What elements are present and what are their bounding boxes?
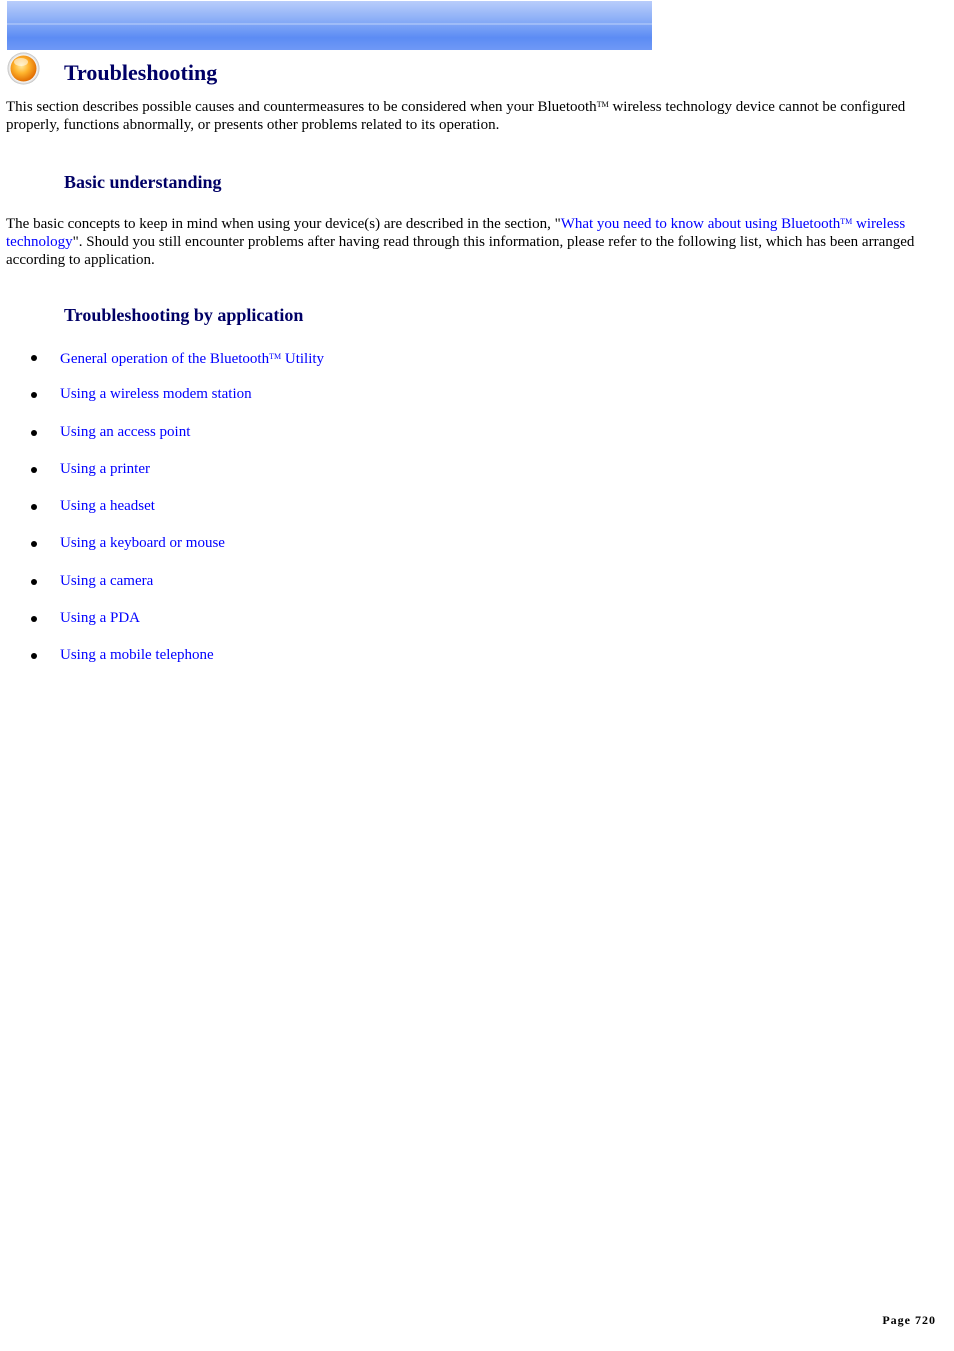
orange-orb-icon: [7, 52, 40, 85]
bullet-icon: [31, 355, 37, 361]
headset-link[interactable]: Using a headset: [60, 498, 155, 515]
list-item: [0, 383, 900, 420]
header-banner: [7, 1, 652, 50]
bullet-icon: [31, 579, 37, 585]
trademark-mark: TM: [596, 100, 609, 109]
intro-paragraph: [6, 96, 936, 134]
camera-link[interactable]: Using a camera: [60, 572, 154, 589]
application-list: [0, 346, 900, 682]
trademark-mark: TM: [269, 352, 282, 361]
list-item: [0, 458, 900, 495]
trademark-mark: TM: [840, 217, 853, 226]
bullet-icon: [31, 392, 37, 398]
intro-text-after: wireless technology device cannot be configured properly, functions abnormally, or presents other problems related to its operation.: [6, 99, 906, 133]
basic-text-before: The basic concepts to keep in mind when using your device(s) are described in the section, ": [6, 216, 561, 232]
troubleshooting-by-application-heading: Troubleshooting by application: [64, 305, 304, 325]
page-number: Page 720: [882, 1313, 936, 1327]
bullet-icon: [31, 467, 37, 473]
link-text: Utility: [281, 351, 325, 367]
list-item: [0, 346, 900, 383]
access-point-link[interactable]: Using an access point: [60, 423, 191, 440]
list-item: [0, 607, 900, 644]
mobile-telephone-link[interactable]: Using a mobile telephone: [60, 647, 214, 664]
link-text: General operation of the Bluetooth: [60, 351, 270, 367]
page-title: Troubleshooting: [64, 60, 218, 85]
bullet-icon: [31, 430, 37, 436]
pda-link[interactable]: Using a PDA: [60, 610, 141, 627]
bullet-icon: [31, 653, 37, 659]
list-item: [0, 644, 900, 681]
basic-understanding-heading: Basic understanding: [64, 172, 222, 192]
link-text-part1: What you need to know about using Bluetooth: [560, 216, 841, 232]
intro-text-before: This section describes possible causes and countermeasures to be considered when your Bluetooth: [6, 99, 597, 115]
general-operation-link[interactable]: [60, 351, 324, 367]
list-item: [0, 495, 900, 532]
bullet-icon: [31, 541, 37, 547]
list-item: [0, 570, 900, 607]
list-item: [0, 532, 900, 569]
basic-understanding-paragraph: [6, 213, 940, 269]
printer-link[interactable]: Using a printer: [60, 460, 150, 477]
wireless-modem-station-link[interactable]: Using a wireless modem station: [60, 386, 252, 403]
keyboard-or-mouse-link[interactable]: Using a keyboard or mouse: [60, 535, 225, 552]
basic-text-after: ". Should you still encounter problems after having read through this information, please refer to the following list, which has been arranged according to application.: [6, 234, 915, 268]
bullet-icon: [31, 504, 37, 510]
link-text-part2: wireless technology: [6, 216, 906, 250]
list-item: [0, 421, 900, 458]
bullet-icon: [31, 616, 37, 622]
